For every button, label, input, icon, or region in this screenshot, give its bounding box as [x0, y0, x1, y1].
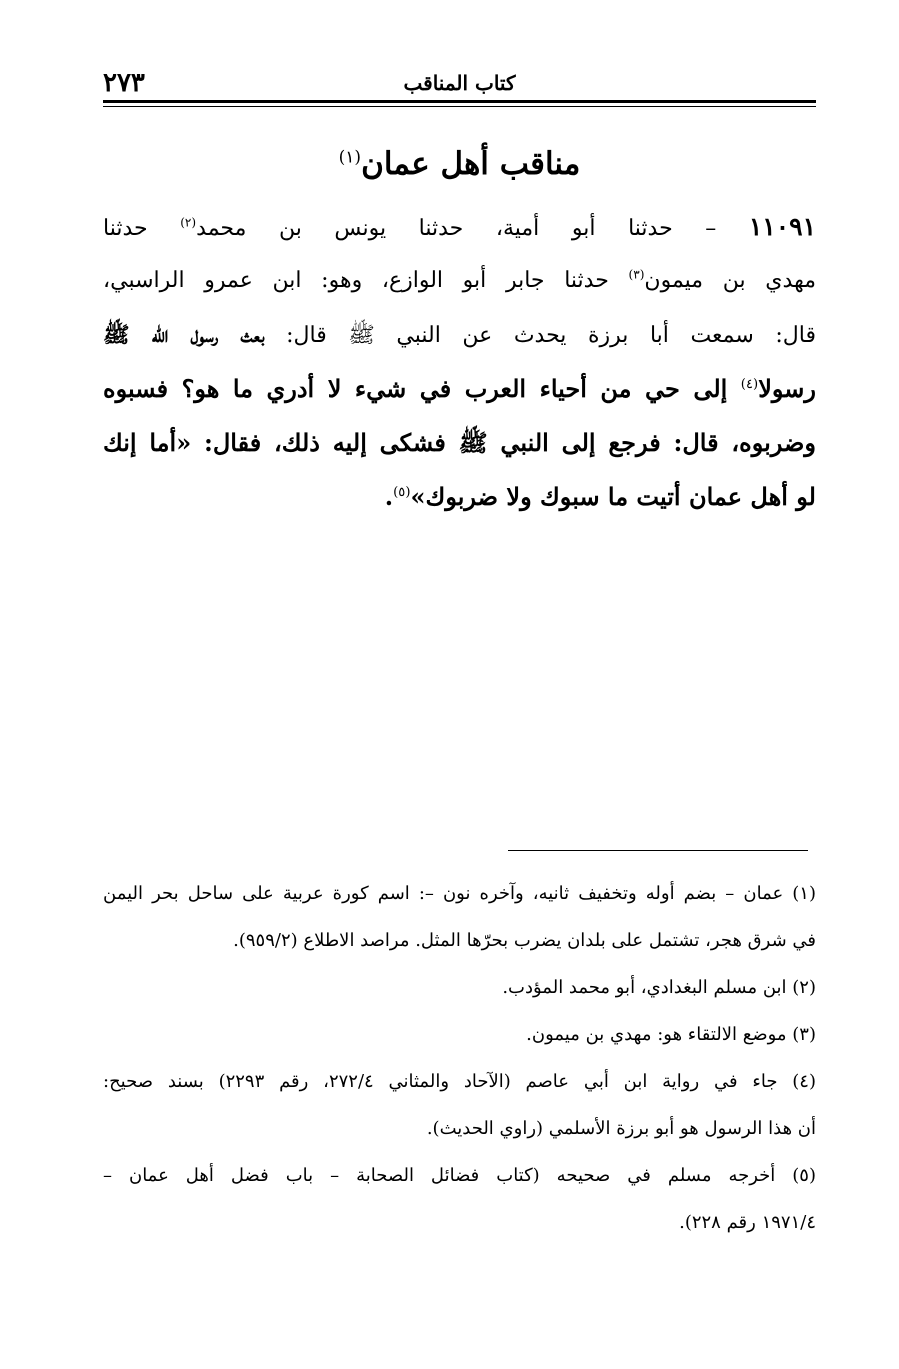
chapter-title	[103, 142, 816, 186]
hadith-line-1	[103, 200, 816, 254]
hadith-line-3	[103, 308, 816, 362]
chapter-title-text: مناقب أهل عمان	[361, 146, 581, 182]
hadith-line-4-a: رسولا	[758, 374, 816, 403]
footnote-3: (٣) موضع الالتقاء هو: مهدي بن ميمون.	[526, 1024, 816, 1045]
chapter-footnote-ref: (١)	[338, 147, 362, 168]
footnote-ref-3: (٣)	[628, 267, 645, 282]
hadith-line-5	[103, 416, 816, 470]
hadith-line-2-a: مهدي بن ميمون	[644, 268, 816, 293]
hadith-line-5-a: وضربوه، قال: فرجع إلى النبي ﷺ فشكى إليه ذلك، فقال: «أما إنك	[103, 428, 816, 457]
hadith-line-6	[103, 470, 816, 524]
footnote-4-line-1: (٤) جاء في رواية ابن أبي عاصم (الآحاد والمثاني ٢٧٢/٤، رقم ٢٢٩٣) بسند صحيح:	[103, 1071, 816, 1092]
footnote-ref-2: (٢)	[180, 215, 197, 230]
hadith-line-2	[103, 254, 816, 308]
hadith-line-6-b: .	[384, 482, 394, 511]
hadith-line-3-a: قال: سمعت أبا برزة يحدث عن النبي ﷺ قال:	[264, 323, 816, 348]
footnote-1-line-2: في شرق هجر، تشتمل على بلدان يضرب بحرّها المثل. مراصد الاطلاع (٩٥٩/٢).	[233, 930, 816, 951]
running-title: كتاب المناقب	[403, 71, 516, 95]
header-rule-thin	[103, 106, 816, 107]
footnote-ref-4: (٤)	[740, 377, 759, 392]
header-rule-thick	[103, 100, 816, 103]
hadith-line-4-b: إلى حي من أحياء العرب في شيء لا أدري ما هو؟ فسبوه	[103, 374, 741, 403]
footnote-ref-5: (٥)	[393, 485, 411, 500]
footnotes	[103, 870, 816, 1246]
footnote-2: (٢) ابن مسلم البغدادي، أبو محمد المؤدب.	[502, 977, 816, 998]
hadith-line-3-bold: بعث رسول الله ﷺ	[103, 322, 265, 348]
hadith-line-2-b: حدثنا جابر أبو الوازع، وهو: ابن عمرو الراسبي،	[103, 268, 629, 293]
footnote-separator	[508, 850, 808, 851]
page-number: ٢٧٣	[103, 68, 145, 98]
footnote-1-line-1: (١) عمان – بضم أوله وتخفيف ثانيه، وآخره نون –: اسم كورة عربية على ساحل بحر اليمن	[103, 883, 816, 904]
hadith-line-1-a: – حدثنا أبو أمية، حدثنا يونس بن محمد	[196, 216, 717, 241]
hadith-line-1-b: حدثنا	[103, 216, 181, 241]
footnote-4-line-2: أن هذا الرسول هو أبو برزة الأسلمي (راوي الحديث).	[426, 1118, 816, 1139]
hadith-number: ١١٠٩١	[748, 212, 816, 241]
hadith-text	[103, 200, 816, 524]
hadith-line-4	[103, 362, 816, 416]
hadith-line-6-a: لو أهل عمان أتيت ما سبوك ولا ضربوك»	[410, 482, 816, 511]
page-header	[103, 68, 816, 100]
footnote-5-line-1: (٥) أخرجه مسلم في صحيحه (كتاب فضائل الصحابة – باب فضل أهل عمان –	[103, 1165, 816, 1186]
footnote-5-line-2: ١٩٧١/٤ رقم ٢٢٨).	[679, 1212, 816, 1233]
